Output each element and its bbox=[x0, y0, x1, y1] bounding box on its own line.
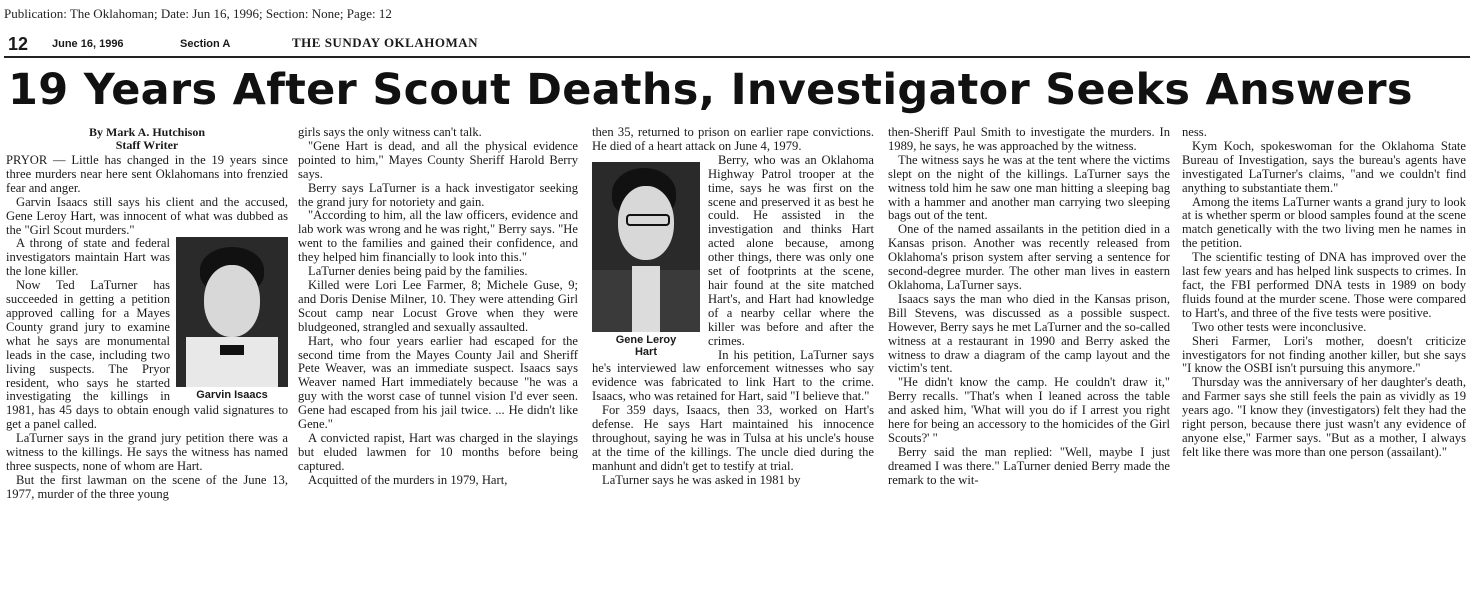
paragraph: Two other tests were inconclusive. bbox=[1192, 319, 1367, 334]
paragraph: girls says the only witness can't talk. bbox=[298, 126, 482, 139]
paragraph: Isaacs says the man who died in the Kansas prison, Bill Stevens, was discussed as a possible suspect. However, Berry says he met LaTurner and the so-called witness at a restaurant in 1990 and Berry asked the witness to draw a diagram of the camp layout and the victim's tent. bbox=[888, 291, 1170, 376]
paragraph: For 359 days, Isaacs, then 33, worked on Hart's defense. He says Hart maintained his innocence throughout, saying he was in Tulsa at his uncle's house at the time of the killings. The uncle died during the manhunt and didn't get to testify at trial. bbox=[592, 403, 874, 473]
paragraph: Berry said the man replied: "Well, maybe I just dreamed I was there." LaTurner denied Berry made the remark to the wit- bbox=[888, 444, 1170, 487]
paragraph: Acquitted of the murders in 1979, Hart, bbox=[308, 472, 508, 487]
paragraph: Among the items LaTurner wants a grand jury to look at is whether sperm or blood samples found at the scene match genetically with the two living men he names in the petition. bbox=[1182, 194, 1466, 251]
paragraph: "Gene Hart is dead, and all the physical evidence pointed to him," Mayes County Sheriff Harold Berry says. bbox=[298, 138, 578, 181]
folio-bar bbox=[8, 34, 508, 54]
paragraph: ness. bbox=[1182, 126, 1207, 139]
paragraph: "He didn't know the camp. He couldn't draw it," Berry recalls. "That's when I leaned across the table and asked him, 'What will you do if I arrest you right here for being an accessory to the homicides of the Girl Scouts?' " bbox=[888, 375, 1170, 445]
photo-caption-hart-2: Hart bbox=[634, 345, 657, 358]
paragraph: One of the named assailants in the petition died in a Kansas prison. Another was recently released from Oklahoma's prison system after serving a sentence for second-degree murder. The other man lives in eastern Oklahoma, LaTurner says. bbox=[888, 222, 1170, 292]
article-column-1 bbox=[6, 126, 288, 596]
article-column-4 bbox=[888, 126, 1170, 596]
paragraph: Garvin Isaacs still says his client and the accused, Gene Leroy Hart, was innocent of what was dubbed as the "Girl Scout murders." bbox=[6, 194, 288, 237]
paragraph: Berry says LaTurner is a hack investigator seeking the grand jury for notoriety and gain. bbox=[298, 180, 578, 209]
paragraph: A convicted rapist, Hart was charged in the slayings but eluded lawmen for 10 months before being captured. bbox=[298, 430, 578, 473]
photo-garvin-isaacs bbox=[176, 237, 288, 401]
paragraph: Kym Koch, spokeswoman for the Oklahoma State Bureau of Investigation, says the bureau's agents have investigated LaTurner's claims, "and we couldn't find anything to substantiate them." bbox=[1182, 138, 1466, 195]
folio-rule bbox=[4, 56, 1470, 58]
paragraph: But the first lawman on the scene of the June 13, 1977, murder of the three young bbox=[6, 472, 288, 501]
byline-author: By Mark A. Hutchison bbox=[88, 126, 205, 139]
photo-image bbox=[592, 162, 700, 332]
paragraph: LaTurner says in the grand jury petition there was a witness to the killings. He says the witness has named three suspects, none of whom are Hart. bbox=[6, 431, 288, 473]
paragraph: The witness says he was at the tent where the victims slept on the night of the killings. LaTurner says the witness told him he saw one man hitting a sleeping bag with a hammer and another man carrying two sleeping bags out of the tent. bbox=[888, 152, 1170, 223]
article-column-2 bbox=[298, 126, 578, 596]
photo-image bbox=[176, 237, 288, 387]
article-column-5 bbox=[1182, 126, 1466, 596]
byline bbox=[6, 126, 288, 152]
byline-title: Staff Writer bbox=[115, 138, 179, 152]
photo-gene-leroy-hart bbox=[592, 162, 700, 358]
photo-caption-hart-1: Gene Leroy bbox=[615, 333, 677, 346]
paragraph: In his petition, LaTurner says he's interviewed law enforcement witnesses who say evidence was fabricated to link Hart to the crime. Isaacs, who was retained for Hart, said "I believe that." bbox=[592, 347, 874, 404]
paragraph: Berry, who was an Oklahoma Highway Patrol trooper at the time, says he was first on the scene and preserved it as best he could. He assisted in the investigation and thinks Hart acted alone because, among other things, there was only one set of footprints at the scene, hair found at the site matched Hart's, and Hart had knowledge of a nearby cellar where the killer was before and after the crimes. bbox=[708, 152, 874, 348]
newspaper-name: THE SUNDAY OKLAHOMAN bbox=[292, 35, 479, 50]
paragraph: LaTurner denies being paid by the families. bbox=[308, 264, 528, 279]
paragraph: PRYOR — Little has changed in the 19 years since three murders near here sent Oklahomans into frenzied fear and anger. bbox=[6, 153, 288, 195]
photo-caption-garvin: Garvin Isaacs bbox=[196, 389, 268, 402]
folio-section: Section A bbox=[180, 38, 231, 50]
paragraph: Thursday was the anniversary of her daughter's death, and Farmer says she still feels the pain as vividly as 19 years ago. "I know they (investigators) felt they had the right person, because there just wasn't any evidence of anyone else," Farmer says. "But as a mother, I always felt like there was more than one person (assailant)." bbox=[1182, 375, 1466, 459]
paragraph: "According to him, all the law officers, evidence and lab work was wrong and he was right," Berry says. "He went to the families and gained their confidence, and they helped him financially to look into this." bbox=[298, 208, 578, 265]
headline: 19 Years After Scout Deaths, Investigator Seeks Answers bbox=[8, 65, 1413, 115]
article-column-3 bbox=[592, 126, 874, 596]
paragraph: Killed were Lori Lee Farmer, 8; Michele Guse, 9; and Doris Denise Milner, 10. They were attending Girl Scout camp near Locust Grove when they were bludgeoned, strangled and sexually assaulted. bbox=[298, 277, 578, 334]
paragraph: LaTurner says he was asked in 1981 by bbox=[602, 472, 801, 487]
paragraph: then 35, returned to prison on earlier rape convictions. He died of a heart attack on June 4, 1979. bbox=[592, 126, 874, 153]
folio-date: June 16, 1996 bbox=[52, 38, 124, 50]
paragraph: then-Sheriff Paul Smith to investigate the murders. In 1989, he says, he was approached by the witness. bbox=[888, 126, 1170, 153]
paragraph: Sheri Farmer, Lori's mother, doesn't criticize investigators for not finding another killer, but she says "I know the OSBI isn't pursuing this anymore." bbox=[1182, 333, 1466, 376]
paragraph: The scientific testing of DNA has improved over the last few years and has helped link suspects to crimes. In fact, the FBI performed DNA tests in 1989 on body fluids found at the murder scene. Those were compared to Hart's, and three of the five tests were positive. bbox=[1182, 250, 1466, 320]
paragraph: Now Ted LaTurner has succeeded in getting a petition approved calling for a Mayes County grand jury to examine what he says are monumental leads in the case, including two living suspects. The Pryor resident, who says he started investigating the killings in 1981, has 45 days to obtain enough valid signatures to get a panel called. bbox=[6, 278, 288, 432]
publication-line: Publication: The Oklahoman; Date: Jun 16, 1996; Section: None; Page: 12 bbox=[4, 6, 392, 21]
paragraph: A throng of state and federal investigators maintain Hart was the lone killer. bbox=[6, 236, 170, 279]
page-number: 12 bbox=[8, 34, 29, 54]
paragraph: Hart, who four years earlier had escaped for the second time from the Mayes County Jail and Sheriff Pete Weaver, was an immediate suspect. Isaacs says Weaver named Hart immediately because "he was a guy with the worst case of tunnel vision I'd ever seen. Gene had escaped from his jail twice. ... He didn't like Gene." bbox=[298, 333, 578, 432]
